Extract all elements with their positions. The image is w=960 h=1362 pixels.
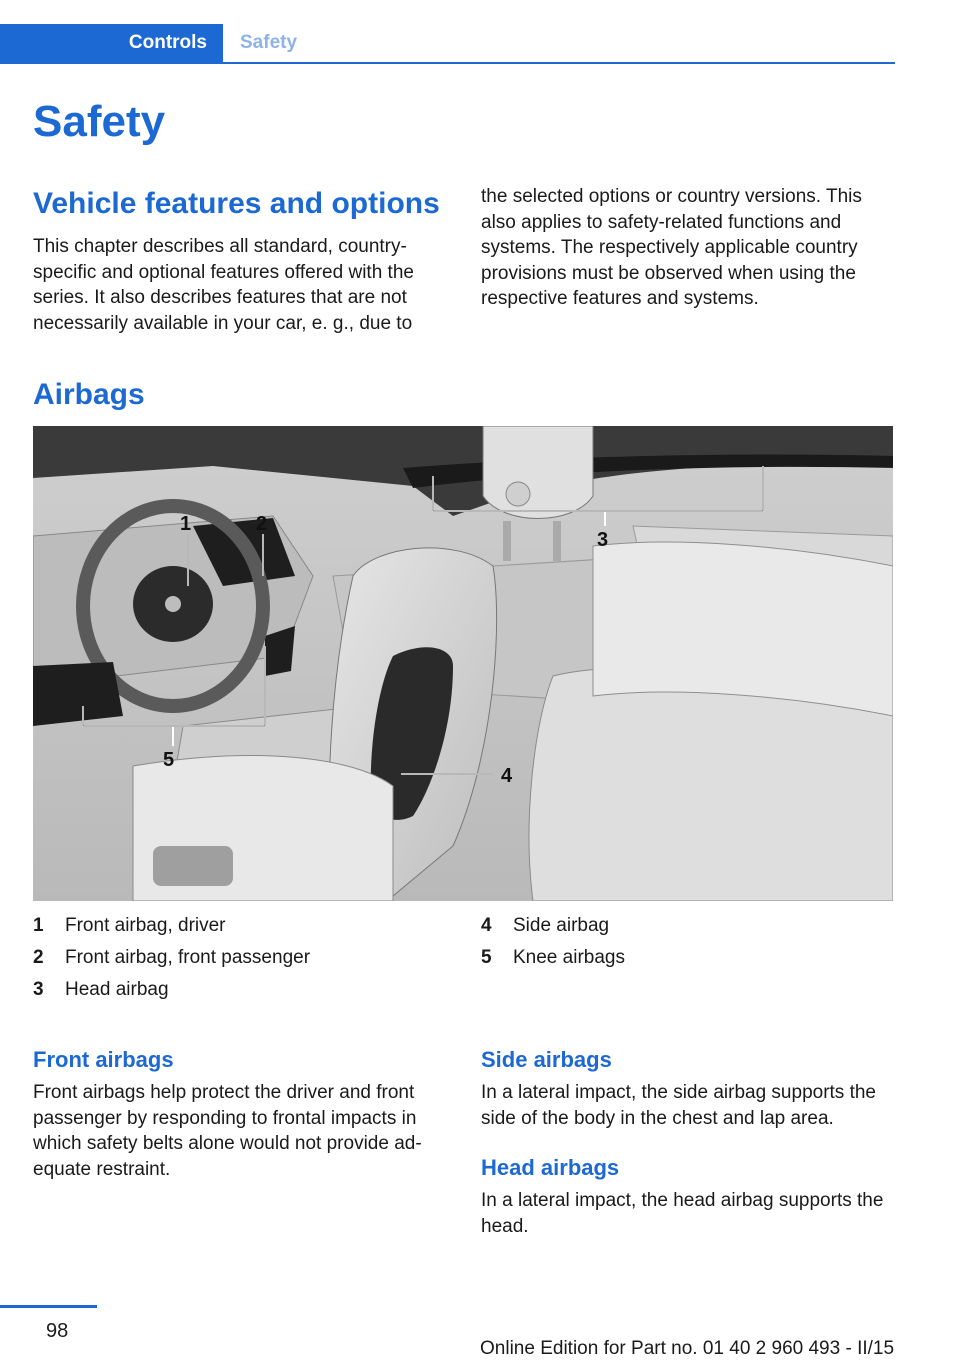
- figure-legend-right: [481, 912, 901, 976]
- tab-safety[interactable]: Safety: [240, 32, 298, 53]
- legend-number: 4: [481, 915, 492, 936]
- car-interior-drawing: [33, 426, 893, 901]
- legend-item: [481, 912, 901, 944]
- legend-label: Side airbag: [513, 915, 610, 936]
- legend-number: 5: [481, 947, 492, 968]
- footer-accent-line: [0, 1305, 97, 1308]
- legend-item: [33, 912, 453, 944]
- legend-label: Front airbag, front passenger: [65, 947, 311, 968]
- head-airbags-body: In a lateral impact, the head airbag supports the head.: [481, 1190, 884, 1237]
- callout-1: 1: [180, 513, 192, 535]
- callout-4: 4: [501, 765, 513, 787]
- tab-controls[interactable]: Controls: [0, 24, 223, 62]
- legend-item: [33, 976, 453, 1008]
- header-tab-bar: [0, 24, 895, 64]
- footer-edition-text: Online Edition for Part no. 01 40 2 960 493 - II/15: [480, 1338, 895, 1359]
- callout-2: 2: [256, 513, 268, 535]
- head-airbags-title: Head airbags: [481, 1155, 620, 1180]
- legend-number: 2: [33, 947, 44, 968]
- legend-item: [481, 944, 901, 976]
- callout-3: 3: [597, 529, 609, 551]
- legend-item: [33, 944, 453, 976]
- legend-number: 1: [33, 915, 44, 936]
- legend-label: Head airbag: [65, 979, 169, 1000]
- side-airbags-title: Side airbags: [481, 1047, 612, 1072]
- legend-label: Knee airbags: [513, 947, 625, 968]
- section-title: Vehicle features and options: [33, 187, 440, 220]
- front-airbags-title: Front airbags: [33, 1047, 174, 1072]
- airbag-illustration: [33, 426, 893, 901]
- intro-paragraph-left: This chapter describes all standard, country-specific and optional features offered with the series. It also describes features that are not necessarily available in your car, e. g., due to: [33, 236, 414, 334]
- airbags-title: Airbags: [33, 378, 145, 411]
- intro-paragraph-right: the selected options or country versions. This also applies to safety-related functions and systems. The respectively applicable country provisions must be observed when using the respective features and systems.: [481, 186, 862, 309]
- legend-label: Front airbag, driver: [65, 915, 226, 936]
- legend-number: 3: [33, 979, 44, 1000]
- callout-5: 5: [163, 749, 175, 771]
- figure-legend-left: [33, 912, 453, 1008]
- page-title: Safety: [33, 97, 166, 146]
- side-airbags-body: In a lateral impact, the side airbag supports the side of the body in the chest and lap area.: [481, 1082, 877, 1129]
- front-airbags-body: Front airbags help protect the driver and front passenger by responding to frontal impacts in which safety belts alone would not provide ad-equate restraint.: [33, 1082, 422, 1180]
- page-number: 98: [46, 1320, 69, 1342]
